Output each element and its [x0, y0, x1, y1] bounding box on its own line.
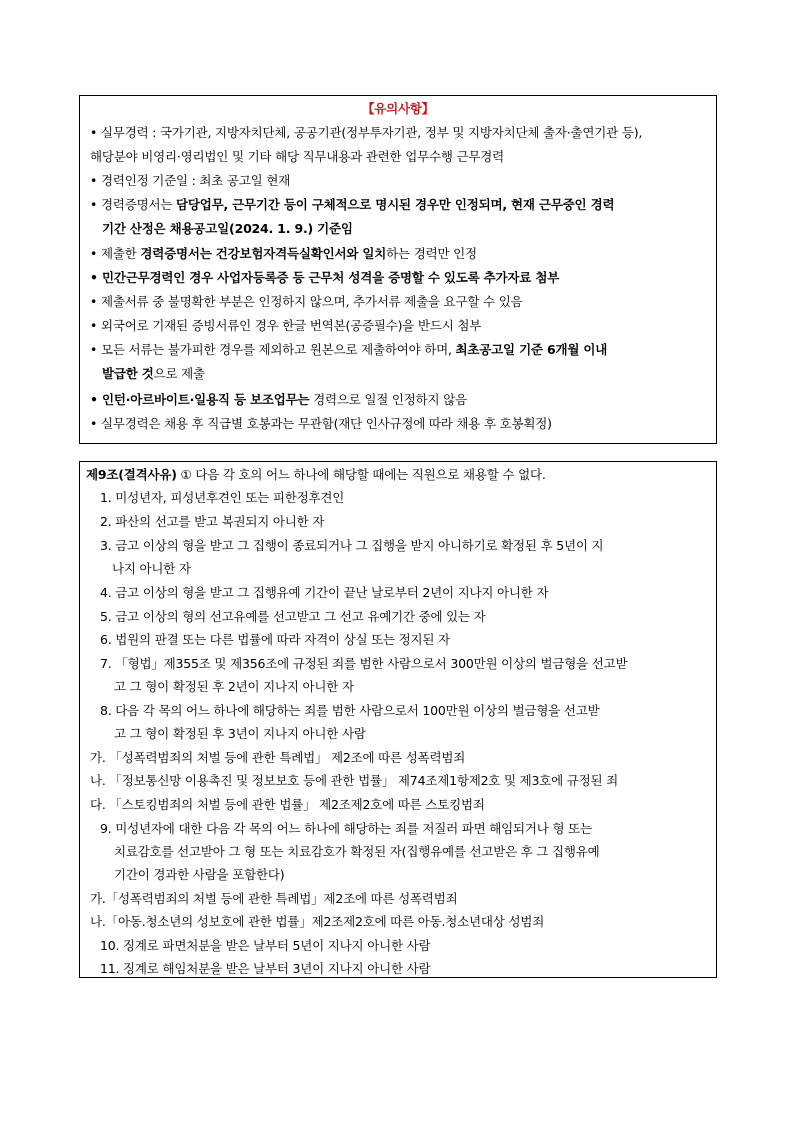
article-line-segment: 나지 아니한 자 — [112, 561, 191, 576]
article-line — [100, 537, 603, 555]
notice-item-line-segment: • 제출한 — [90, 246, 141, 261]
article-line — [90, 913, 544, 931]
article-line — [90, 749, 465, 767]
article-line-segment: 8. 다음 각 목의 어느 하나에 해당하는 죄를 범한 사람으로서 100만원 이상의 벌금형을 선고받 — [100, 703, 600, 718]
notice-item-line — [102, 220, 353, 238]
article-line — [100, 702, 599, 720]
article-line-segment: ① 다음 각 호의 어느 하나에 해당할 때에는 직원으로 채용할 수 없다. — [176, 467, 546, 482]
article-line — [100, 608, 486, 626]
notice-box — [79, 95, 717, 444]
article-line-segment: 고 그 형이 확정된 후 3년이 지나지 아니한 사람 — [114, 726, 366, 741]
article-line-segment: 기간이 경과한 사람을 포함한다) — [114, 867, 285, 882]
article-line — [90, 796, 485, 814]
article-line-segment: 7. 「형법」제355조 및 제356조에 규정된 죄를 범한 사람으로서 300만원 이상의 벌금형을 선고받 — [100, 656, 628, 671]
article-line — [86, 466, 546, 484]
article-line-segment: 2. 파산의 선고를 받고 복권되지 아니한 자 — [100, 514, 325, 529]
notice-item-line-segment: • 경력증명서는 — [90, 197, 176, 212]
article-line — [114, 843, 600, 861]
notice-item-line-segment: 담당업무, 근무기간 등이 구체적으로 명시된 경우만 인정되며, 현재 근무중인 경력 — [175, 197, 615, 212]
notice-item-line-segment: 최초공고일 기준 6개월 이내 — [455, 342, 608, 357]
notice-item-line — [90, 269, 559, 287]
article-line — [114, 725, 366, 743]
notice-item-line — [90, 415, 552, 433]
article-line — [100, 513, 324, 531]
article-line — [100, 820, 592, 838]
article-line — [112, 560, 191, 578]
article-line — [100, 655, 627, 673]
article-line — [100, 937, 430, 955]
article-line-segment: 나. 「정보통신망 이용촉진 및 정보보호 등에 관한 법률」 제74조제1항제2호 및 제3호에 규정된 죄 — [90, 773, 619, 788]
article-line-segment: 가. 「성폭력범죄의 처벌 등에 관한 특례법」 제2조에 따른 성폭력범죄 — [90, 750, 466, 765]
article-line — [90, 890, 458, 908]
article-line-segment: 5. 금고 이상의 형의 선고유예를 선고받고 그 선고 유예기간 중에 있는 자 — [100, 609, 486, 624]
article-line-segment: 6. 법원의 판결 또는 다른 법률에 따라 자격이 상실 또는 정지된 자 — [100, 632, 450, 647]
article-line — [114, 678, 354, 696]
notice-item-line-segment: • 경력인정 기준일 : 최초 공고일 현재 — [90, 173, 291, 188]
article-line — [100, 584, 548, 602]
article-line — [90, 772, 618, 790]
article-line-segment: 치료감호를 선고받아 그 형 또는 치료감호가 확정된 자(집행유예를 선고받은 후 그 집행유예 — [114, 844, 600, 859]
notice-item-line — [90, 317, 481, 335]
notice-item-line — [90, 124, 642, 142]
notice-item-line — [90, 341, 607, 359]
article-line — [114, 866, 284, 884]
notice-item-line-segment: 하는 경력만 인정 — [386, 246, 477, 261]
notice-item-line-segment: • 인턴·아르바이트·일용직 등 보조업무는 — [90, 392, 310, 407]
article-line — [100, 489, 344, 507]
notice-item-line-segment: 으로 제출 — [153, 366, 205, 381]
notice-item-line-segment: 기간 산정은 채용공고일(2024. 1. 9.) 기준임 — [102, 221, 353, 236]
notice-item-line — [90, 172, 290, 190]
notice-item-line — [90, 148, 504, 166]
notice-item-line-segment: • 실무경력 : 국가기관, 지방자치단체, 공공기관(정부투자기관, 정부 및 지방자치단체 출자·출연기관 등), — [90, 125, 643, 140]
notice-item-line — [90, 245, 477, 263]
notice-item-line-segment: 경력증명서는 건강보험자격득실확인서와 일치 — [140, 246, 387, 261]
article-line-segment: 고 그 형이 확정된 후 2년이 지나지 아니한 자 — [114, 679, 354, 694]
notice-item-line-segment: • 제출서류 중 불명확한 부분은 인정하지 않으며, 추가서류 제출을 요구할 수 있음 — [90, 294, 523, 309]
article-line-segment: 1. 미성년자, 피성년후견인 또는 피한정후견인 — [100, 490, 345, 505]
notice-item-line-segment: • 실무경력은 채용 후 직급별 호봉과는 무관함(재단 인사규정에 따라 채용 후 호봉획정) — [90, 416, 552, 431]
article-line-segment: 10. 징계로 파면처분을 받은 날부터 5년이 지나지 아니한 사람 — [100, 938, 431, 953]
notice-item-line — [102, 365, 205, 383]
notice-item-line-segment: • 외국어로 기재된 증빙서류인 경우 한글 번역본(공증필수)을 반드시 첨부 — [90, 318, 482, 333]
notice-item-line-segment: 발급한 것 — [102, 366, 154, 381]
notice-item-line-segment: 경력으로 일절 인정하지 않음 — [309, 392, 467, 407]
notice-item-line — [90, 293, 522, 311]
article-line-segment: 다. 「스토킹범죄의 처벌 등에 관한 법률」 제2조제2호에 따른 스토킹범죄 — [90, 797, 485, 812]
article-line-segment: 가.「성폭력범죄의 처벌 등에 관한 특례법」제2조에 따른 성폭력범죄 — [90, 891, 458, 906]
article-line-segment: 4. 금고 이상의 형을 받고 그 집행유예 기간이 끝난 날로부터 2년이 지나지 아니한 자 — [100, 585, 549, 600]
notice-title: 【유의사항】 — [361, 101, 435, 116]
notice-item-line-segment: • 모든 서류는 불가피한 경우를 제외하고 원본으로 제출하여야 하며, — [90, 342, 456, 357]
article-box — [79, 461, 717, 978]
article-line-segment: 11. 징계로 해임처분을 받은 날부터 3년이 지나지 아니한 사람 — [100, 961, 431, 976]
article-line — [100, 960, 430, 978]
article-line-segment: 제9조(결격사유) — [86, 467, 177, 482]
notice-item-line — [90, 196, 614, 214]
article-line-segment: 나.「아동.청소년의 성보호에 관한 법률」제2조제2호에 따른 아동.청소년대상 성범죄 — [90, 914, 545, 929]
article-line — [100, 631, 450, 649]
notice-item-line-segment: • 민간근무경력인 경우 사업자등록증 등 근무처 성격을 증명할 수 있도록 추가자료 첨부 — [90, 270, 560, 285]
article-line-segment: 3. 금고 이상의 형을 받고 그 집행이 종료되거나 그 집행을 받지 아니하기로 확정된 후 5년이 지 — [100, 538, 604, 553]
notice-item-line-segment: 해당분야 비영리·영리법인 및 기타 해당 직무내용과 관련한 업무수행 근무경력 — [90, 149, 504, 164]
article-line-segment: 9. 미성년자에 대한 다음 각 목의 어느 하나에 해당하는 죄를 저질러 파면 해임되거나 형 또는 — [100, 821, 592, 836]
notice-item-line — [90, 391, 467, 409]
